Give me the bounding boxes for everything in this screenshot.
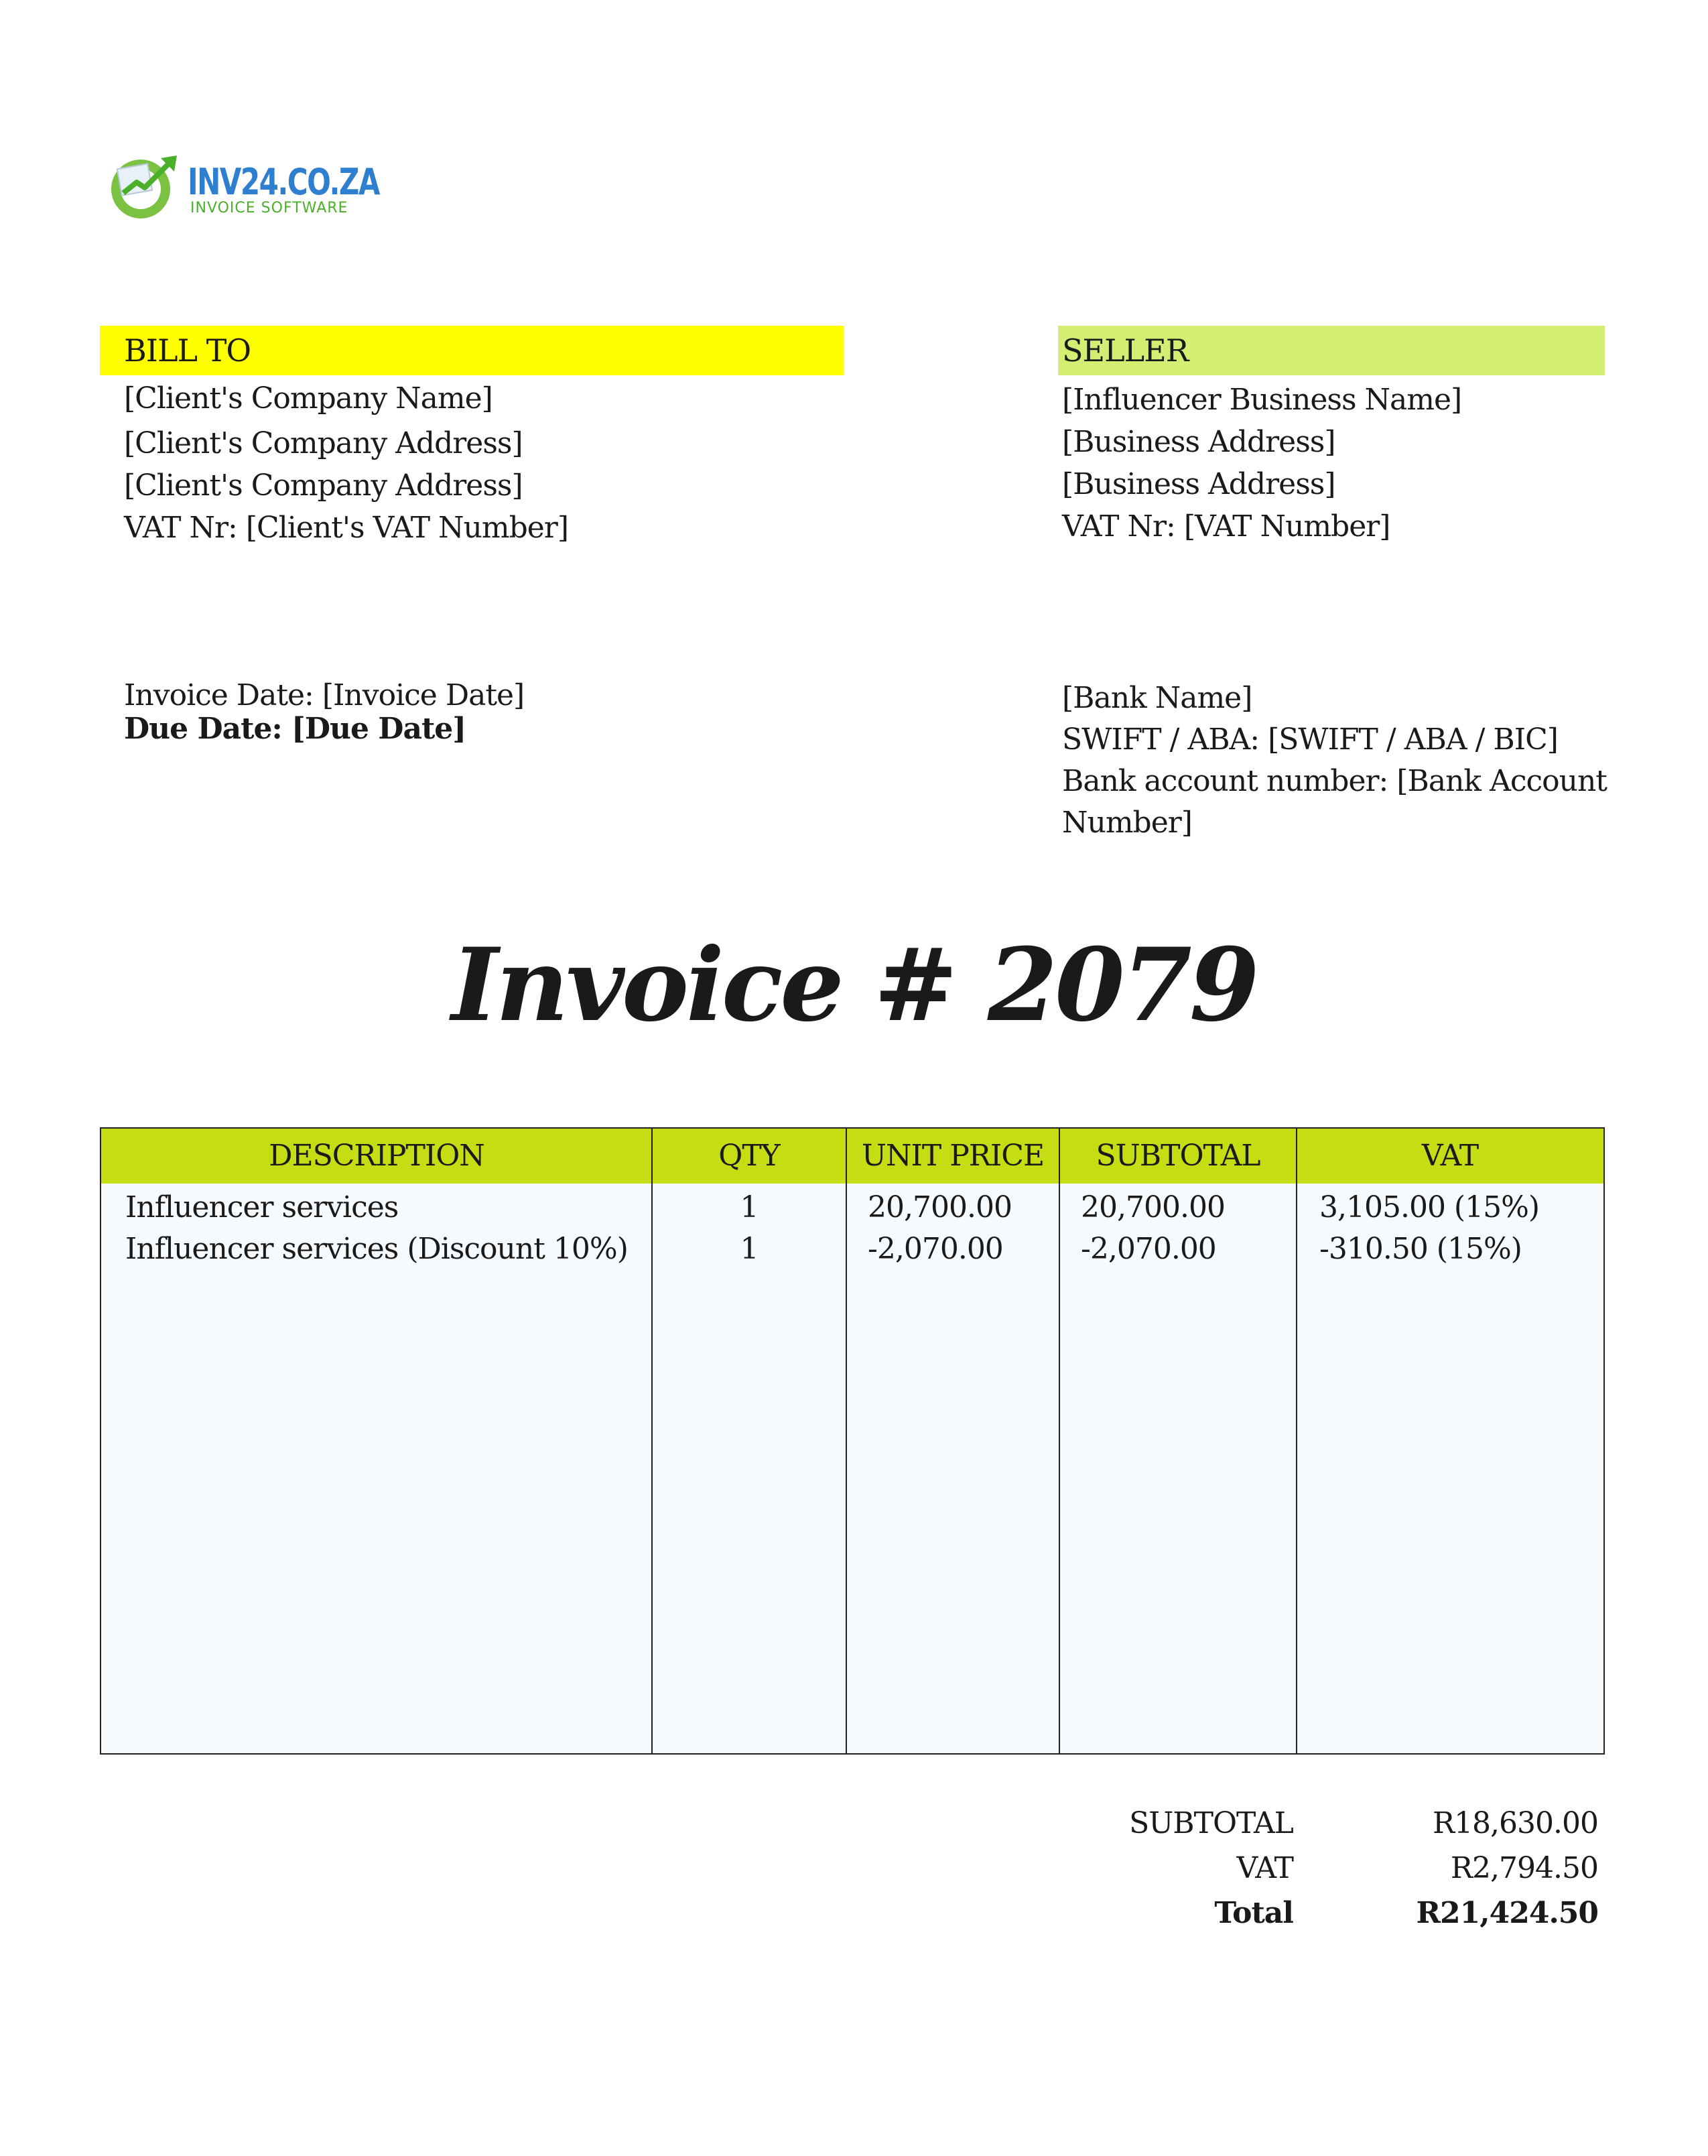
row-vat: 3,105.00 (15%) bbox=[1319, 1190, 1540, 1224]
vat-total-value: R2,794.50 bbox=[1450, 1851, 1598, 1885]
column-divider bbox=[1059, 1129, 1060, 1753]
logo-brand-text: INV24.CO.ZA bbox=[188, 161, 379, 203]
client-address-1: [Client's Company Address] bbox=[124, 426, 523, 460]
client-vat-number: VAT Nr: [Client's VAT Number] bbox=[124, 511, 568, 545]
company-logo bbox=[107, 149, 379, 223]
logo-tagline: INVOICE SOFTWARE bbox=[190, 200, 348, 216]
header-subtotal: SUBTOTAL bbox=[1059, 1129, 1297, 1184]
row-vat: -310.50 (15%) bbox=[1319, 1232, 1522, 1266]
row-qty: 1 bbox=[740, 1232, 759, 1266]
bank-account-number-cont: Number] bbox=[1062, 806, 1192, 840]
seller-address-2: [Business Address] bbox=[1062, 467, 1335, 501]
row-qty: 1 bbox=[740, 1190, 759, 1224]
seller-business-name: [Influencer Business Name] bbox=[1062, 383, 1462, 417]
due-date: Due Date: [Due Date] bbox=[124, 712, 466, 746]
seller-address-1: [Business Address] bbox=[1062, 425, 1335, 459]
line-items-table bbox=[100, 1127, 1605, 1755]
row-subtotal: 20,700.00 bbox=[1081, 1190, 1225, 1224]
bank-swift: SWIFT / ABA: [SWIFT / ABA / BIC] bbox=[1062, 722, 1558, 757]
row-description: Influencer services (Discount 10%) bbox=[125, 1232, 628, 1266]
invoice-title: Invoice # 2079 bbox=[451, 926, 1257, 1044]
client-company-name: [Client's Company Name] bbox=[124, 381, 492, 416]
seller-heading: SELLER bbox=[1058, 326, 1605, 375]
vat-total-label: VAT bbox=[1236, 1851, 1293, 1885]
bank-name: [Bank Name] bbox=[1062, 681, 1252, 715]
header-qty: QTY bbox=[652, 1129, 846, 1184]
client-address-2: [Client's Company Address] bbox=[124, 468, 523, 503]
subtotal-label: SUBTOTAL bbox=[1129, 1806, 1293, 1840]
row-unit-price: 20,700.00 bbox=[868, 1190, 1012, 1224]
header-vat: VAT bbox=[1297, 1129, 1603, 1184]
logo-chart-icon bbox=[107, 149, 181, 223]
row-subtotal: -2,070.00 bbox=[1081, 1232, 1216, 1266]
header-unit-price: UNIT PRICE bbox=[846, 1129, 1059, 1184]
invoice-date: Invoice Date: [Invoice Date] bbox=[124, 678, 525, 712]
column-divider bbox=[1296, 1129, 1297, 1753]
subtotal-value: R18,630.00 bbox=[1432, 1806, 1598, 1840]
seller-vat-number: VAT Nr: [VAT Number] bbox=[1062, 509, 1390, 544]
bank-account-number: Bank account number: [Bank Account bbox=[1062, 764, 1607, 798]
grand-total-value: R21,424.50 bbox=[1416, 1896, 1598, 1930]
row-description: Influencer services bbox=[125, 1190, 399, 1224]
row-unit-price: -2,070.00 bbox=[868, 1232, 1003, 1266]
header-description: DESCRIPTION bbox=[101, 1129, 652, 1184]
grand-total-label: Total bbox=[1214, 1896, 1293, 1930]
bill-to-heading: BILL TO bbox=[100, 326, 844, 375]
